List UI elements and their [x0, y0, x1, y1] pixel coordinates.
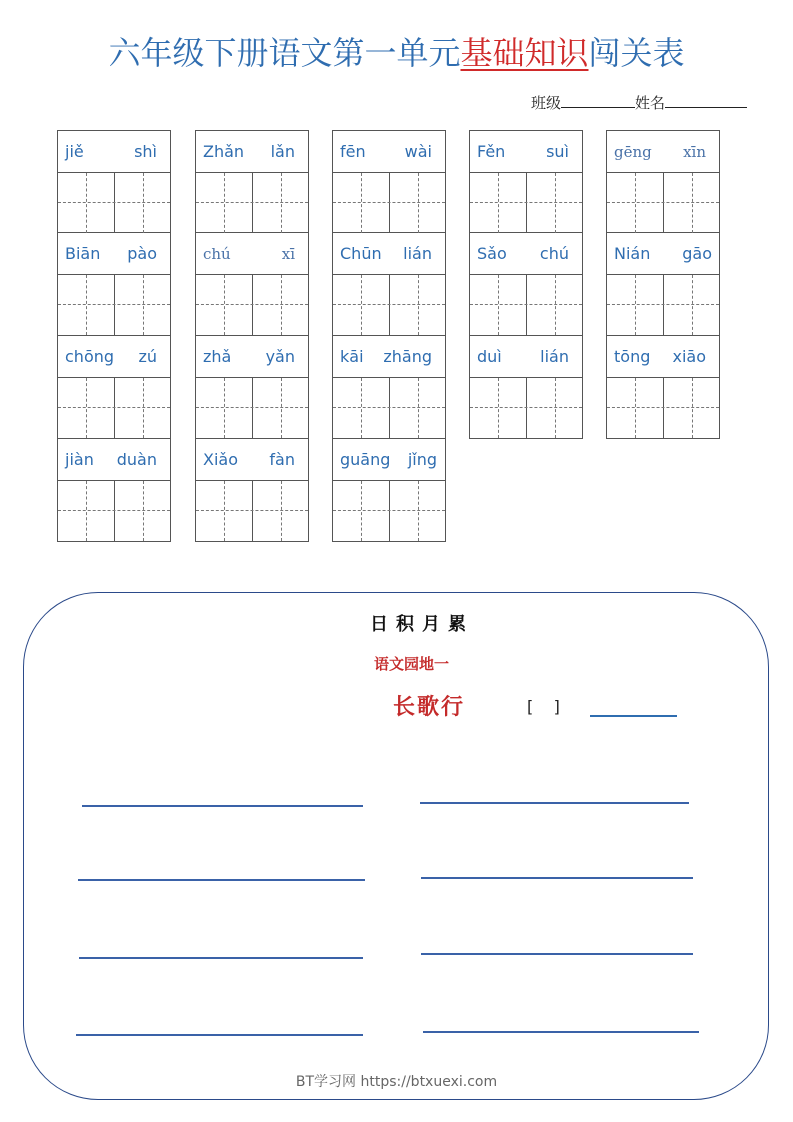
poem-line-3[interactable] [78, 879, 365, 881]
page-title [0, 28, 793, 74]
title-main-text: 六年级下册语文第一单元 [108, 34, 461, 72]
watermark: BT学习网 https://btxuexi.com [295, 1074, 498, 1090]
writing-cells[interactable] [607, 173, 719, 233]
pinyin-row [333, 336, 445, 378]
pinyin-group [332, 439, 446, 542]
title-highlight-text: 基础知识 [460, 34, 589, 72]
pinyin-row [607, 336, 719, 378]
writing-cells[interactable] [607, 275, 719, 335]
pinyin-left: Zhǎn [203, 142, 245, 161]
pinyin-group [606, 233, 720, 336]
pinyin-right: jǐng [407, 450, 437, 469]
pinyin-row [196, 439, 308, 481]
pinyin-row [196, 336, 308, 378]
author-answer-line[interactable] [590, 715, 677, 717]
pinyin-group [469, 130, 583, 233]
pinyin-right: lián [403, 244, 432, 263]
pinyin-column-4 [469, 130, 583, 439]
pinyin-right: chú [539, 244, 569, 263]
poem-title: 长歌行 [393, 694, 466, 720]
writing-cells[interactable] [607, 378, 719, 438]
pinyin-group [606, 130, 720, 233]
pinyin-left: zhǎ [203, 347, 232, 366]
pinyin-group [195, 130, 309, 233]
writing-cells[interactable] [196, 378, 308, 438]
pinyin-group [57, 233, 171, 336]
pinyin-row [470, 233, 582, 275]
pinyin-right: wài [404, 142, 432, 161]
pinyin-group [332, 233, 446, 336]
pinyin-column-3 [332, 130, 446, 542]
pinyin-right: xiāo [672, 347, 706, 366]
pinyin-column-1 [57, 130, 171, 542]
poem-line-5[interactable] [79, 957, 363, 959]
pinyin-left: fēn [340, 142, 366, 161]
pinyin-left: chú [203, 244, 231, 263]
pinyin-left: Biān [65, 244, 101, 263]
pinyin-right: shì [134, 142, 157, 161]
writing-cells[interactable] [333, 173, 445, 233]
pinyin-row [333, 131, 445, 173]
pinyin-group [57, 130, 171, 233]
pinyin-right: pào [127, 244, 157, 263]
pinyin-row [470, 131, 582, 173]
accumulation-subheading: 语文园地一 [374, 655, 450, 673]
dynasty-brackets: [ ] [527, 697, 560, 716]
pinyin-right: xīn [683, 142, 706, 161]
writing-cells[interactable] [196, 173, 308, 233]
pinyin-left: jiě [65, 142, 84, 161]
pinyin-right: zhāng [383, 347, 432, 366]
pinyin-group [469, 233, 583, 336]
pinyin-group [57, 439, 171, 542]
writing-cells[interactable] [470, 173, 582, 233]
class-label: 班级 [530, 94, 561, 112]
pinyin-left: Xiǎo [203, 450, 238, 469]
pinyin-group [332, 336, 446, 439]
pinyin-right: lián [540, 347, 569, 366]
pinyin-right: yǎn [265, 347, 295, 366]
pinyin-right: lǎn [270, 142, 295, 161]
pinyin-row [333, 439, 445, 481]
pinyin-right: zú [138, 347, 157, 366]
pinyin-left: gēng [614, 142, 652, 161]
pinyin-group [469, 336, 583, 439]
name-field[interactable] [665, 95, 747, 108]
pinyin-right: gāo [682, 244, 712, 263]
pinyin-row [58, 439, 170, 481]
poem-line-1[interactable] [82, 805, 363, 807]
poem-line-2[interactable] [420, 802, 689, 804]
pinyin-left: guāng [340, 450, 391, 469]
pinyin-row [333, 233, 445, 275]
writing-cells[interactable] [58, 173, 170, 233]
pinyin-row [58, 233, 170, 275]
pinyin-left: chōng [65, 347, 115, 366]
pinyin-group [195, 233, 309, 336]
accumulation-heading: 日积月累 [370, 614, 474, 635]
pinyin-group [195, 336, 309, 439]
title-end-text: 闯关表 [588, 34, 685, 72]
writing-cells[interactable] [333, 481, 445, 541]
pinyin-row [607, 233, 719, 275]
writing-cells[interactable] [196, 275, 308, 335]
pinyin-left: jiàn [65, 450, 94, 469]
poem-line-7[interactable] [76, 1034, 363, 1036]
pinyin-right: fàn [269, 450, 295, 469]
class-field[interactable] [561, 95, 635, 108]
writing-cells[interactable] [333, 378, 445, 438]
writing-cells[interactable] [333, 275, 445, 335]
poem-line-6[interactable] [421, 953, 693, 955]
poem-line-4[interactable] [421, 877, 693, 879]
pinyin-row [196, 233, 308, 275]
pinyin-left: kāi [340, 347, 364, 366]
pinyin-column-2 [195, 130, 309, 542]
pinyin-group [57, 336, 171, 439]
pinyin-row [607, 131, 719, 173]
pinyin-row [196, 131, 308, 173]
pinyin-group [332, 130, 446, 233]
pinyin-row [58, 336, 170, 378]
writing-cells[interactable] [58, 481, 170, 541]
pinyin-left: tōng [614, 347, 651, 366]
name-label: 姓名 [634, 94, 665, 112]
pinyin-left: Nián [614, 244, 651, 263]
pinyin-left: duì [477, 347, 502, 366]
pinyin-group [195, 439, 309, 542]
pinyin-right: duàn [116, 450, 157, 469]
pinyin-right: xī [281, 244, 295, 263]
pinyin-column-5 [606, 130, 720, 439]
pinyin-right: suì [546, 142, 569, 161]
writing-cells[interactable] [58, 378, 170, 438]
pinyin-row [58, 131, 170, 173]
pinyin-left: Chūn [340, 244, 382, 263]
pinyin-row [470, 336, 582, 378]
pinyin-left: Fěn [477, 142, 506, 161]
student-info [531, 92, 747, 113]
pinyin-left: Sǎo [477, 244, 507, 263]
writing-cells[interactable] [58, 275, 170, 335]
writing-cells[interactable] [470, 378, 582, 438]
pinyin-group [606, 336, 720, 439]
writing-cells[interactable] [470, 275, 582, 335]
poem-line-8[interactable] [423, 1031, 699, 1033]
writing-cells[interactable] [196, 481, 308, 541]
